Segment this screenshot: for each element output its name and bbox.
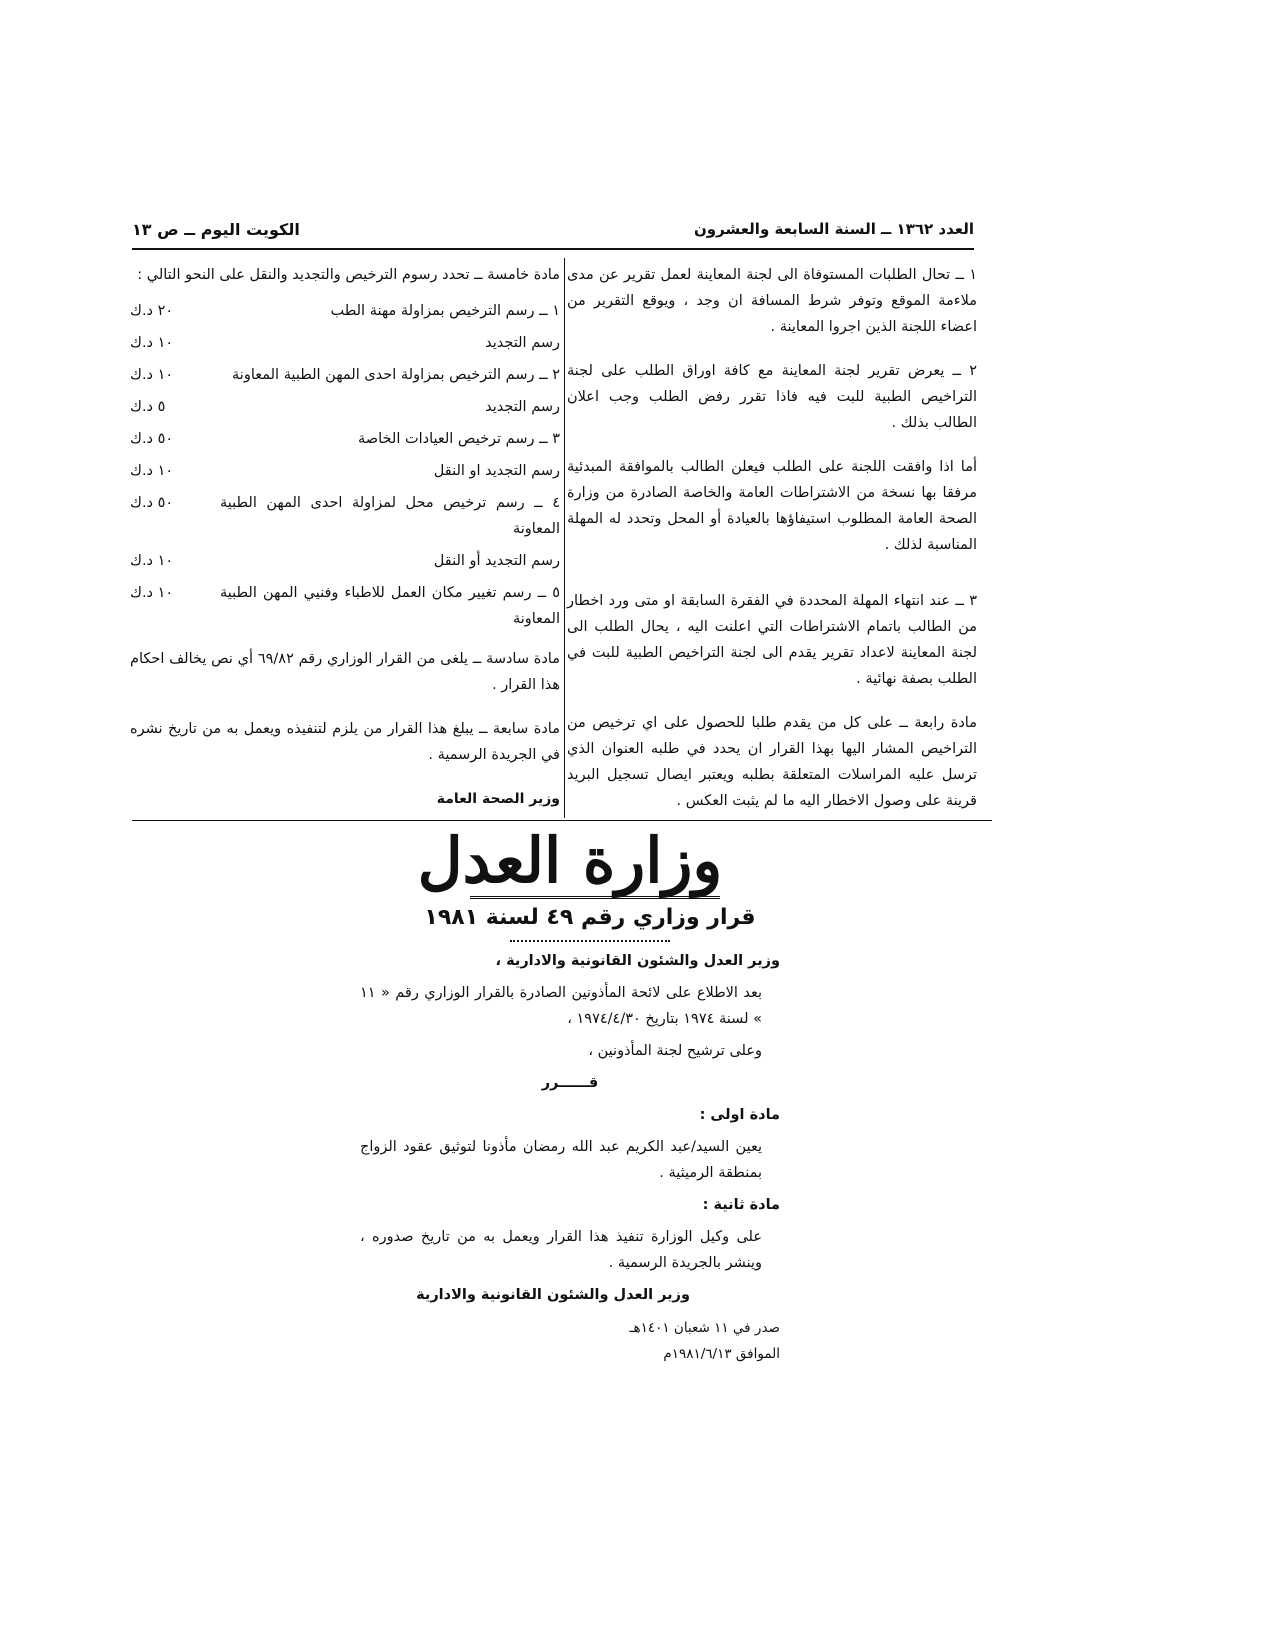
article-six: مادة سادسة ــ يلغى من القرار الوزاري رقم ٦٩/٨٢ أي نص يخالف احكام هذا القرار .: [130, 651, 560, 693]
fee-amount: ٢٠ د.ك: [130, 303, 174, 319]
fee-row: [130, 298, 560, 324]
fee-amount: ١٠ د.ك: [130, 367, 174, 383]
fee-amount: ٥ د.ك: [130, 399, 166, 415]
article-two-text: على وكيل الوزارة تنفيذ هذا القرار ويعمل به من تاريخ صدوره ، وينشر بالجريدة الرسمية .: [360, 1229, 762, 1271]
fee-label: رسم التجديد: [485, 335, 560, 351]
preamble-one: بعد الاطلاع على لائحة المأذونين الصادرة بالقرار الوزاري رقم « ١١ » لسنة ١٩٧٤ بتاريخ ١٩٧٤/٤/٣٠ ،: [360, 985, 762, 1027]
fee-row: [130, 330, 560, 356]
fee-label: ٤ ــ رسم ترخيص محل لمزاولة احدى المهن الطبية المعاونة: [220, 495, 560, 537]
justice-minister-signature: وزير العدل والشئون القانونية والادارية: [416, 1287, 690, 1303]
paragraph: ٢ ــ يعرض تقرير لجنة المعاينة مع كافة اوراق الطلب على لجنة التراخيص الطبية للبت فيه فاذا تقرر رفض الطلب وجب اعلان الطالب بذلك .: [567, 363, 977, 431]
right-column: [567, 262, 977, 832]
issue-number: العدد ١٣٦٢ ــ السنة السابعة والعشرون: [693, 220, 974, 238]
fee-row: [130, 490, 560, 542]
paragraph: ٣ ــ عند انتهاء المهلة المحددة في الفقرة السابقة او متى ورد اخطار من الطالب باتمام الاشتراطات التي اعلنت اليه ، يحال الطلب الى لجنة المعاينة لاعداد تقرير يقدم الى لجنة التراخيص الطبية للبت في الطلب بصفة نهائية .: [567, 593, 977, 687]
paragraph: أما اذا وافقت اللجنة على الطلب فيعلن الطالب بالموافقة المبدئية مرفقا بها نسخة من الاشتراطات العامة والخاصة الصادرة من وزارة الصحة العامة المطلوب استيفاؤها بالعيادة أو المحل وتحدد له المهلة المناسبة لذلك .: [567, 459, 977, 553]
fee-row: [130, 548, 560, 574]
decision-body: [360, 948, 780, 1370]
paragraph: ١ ــ تحال الطلبات المستوفاة الى لجنة المعاينة لعمل تقرير عن مدى ملاءمة الموقع وتوفر شرط المسافة ان وجد ، ويوقع التقرير من اعضاء اللجنة الذين اجروا المعاينة .: [567, 267, 977, 335]
authority-line: وزير العدل والشئون القانونية والادارية ،: [495, 953, 780, 969]
fee-label: رسم التجديد او النقل: [433, 463, 560, 479]
fee-amount: ١٠ د.ك: [130, 553, 174, 569]
decision-underline: [510, 940, 670, 942]
article-one-text: يعين السيد/عبد الكريم عبد الله رمضان مأذونا لتوثيق عقود الزواج بمنطقة الرميثية .: [360, 1139, 762, 1181]
article-seven: مادة سابعة ــ يبلغ هذا القرار من يلزم لتنفيذه ويعمل به من تاريخ نشره في الجريدة الرسمية .: [130, 721, 560, 763]
fee-row: [130, 362, 560, 388]
fee-row: [130, 426, 560, 452]
ministry-title: وزارة العدل: [417, 824, 723, 897]
fee-row: [130, 394, 560, 420]
fee-label: ٣ ــ رسم ترخيص العيادات الخاصة: [358, 431, 560, 447]
article-two-heading: مادة ثانية :: [702, 1197, 780, 1213]
fee-label: رسم التجديد أو النقل: [433, 553, 560, 569]
article-one-heading: مادة اولى :: [699, 1107, 780, 1123]
preamble-two: وعلى ترشيح لجنة المأذونين ،: [588, 1043, 762, 1059]
left-column: [130, 262, 560, 812]
article-five: مادة خامسة ــ تحدد رسوم الترخيص والتجديد والنقل على النحو التالي :: [137, 267, 560, 283]
page-header: [132, 216, 974, 246]
fee-amount: ١٠ د.ك: [130, 335, 174, 351]
fee-row: [130, 458, 560, 484]
section-rule: [132, 820, 992, 821]
issued-gregorian: الموافق ١٩٨١/٦/١٣م: [663, 1346, 780, 1362]
fee-label: ٥ ــ رسم تغيير مكان العمل للاطباء وفنيي المهن الطبية المعاونة: [220, 585, 560, 627]
fee-label: رسم التجديد: [485, 399, 560, 415]
fee-amount: ١٠ د.ك: [130, 585, 174, 601]
fee-label: ٢ ــ رسم الترخيص بمزاولة احدى المهن الطبية المعاونة: [232, 367, 560, 383]
fee-label: ١ ــ رسم الترخيص بمزاولة مهنة الطب: [330, 303, 560, 319]
fee-amount: ٥٠ د.ك: [130, 431, 174, 447]
fee-row: [130, 580, 560, 632]
publication-page: الكويت اليوم ــ ص ١٣: [132, 220, 300, 239]
issued-hijri: صدر في ١١ شعبان ١٤٠١هـ: [629, 1320, 780, 1336]
title-ornament: [470, 896, 720, 899]
decision-title: قرار وزاري رقم ٤٩ لسنة ١٩٨١: [424, 905, 756, 930]
health-minister-signature: وزير الصحة العامة: [436, 791, 560, 807]
header-rule: [132, 248, 974, 250]
article-four: مادة رابعة ــ على كل من يقدم طلبا للحصول على اي ترخيص من التراخيص المشار اليها بهذا القرار ان يحدد في طلبه العنوان الذي ترسل عليه المراسلات المتعلقة بطلبه ويعتبر ايصال تسجيل البريد قرينة على وصول الاخطار اليه ما لم يثبت العكس .: [567, 715, 977, 809]
fee-amount: ٥٠ د.ك: [130, 495, 174, 511]
fee-amount: ١٠ د.ك: [130, 463, 174, 479]
decides-heading: قــــــرر: [541, 1075, 599, 1091]
column-divider: [564, 258, 565, 818]
